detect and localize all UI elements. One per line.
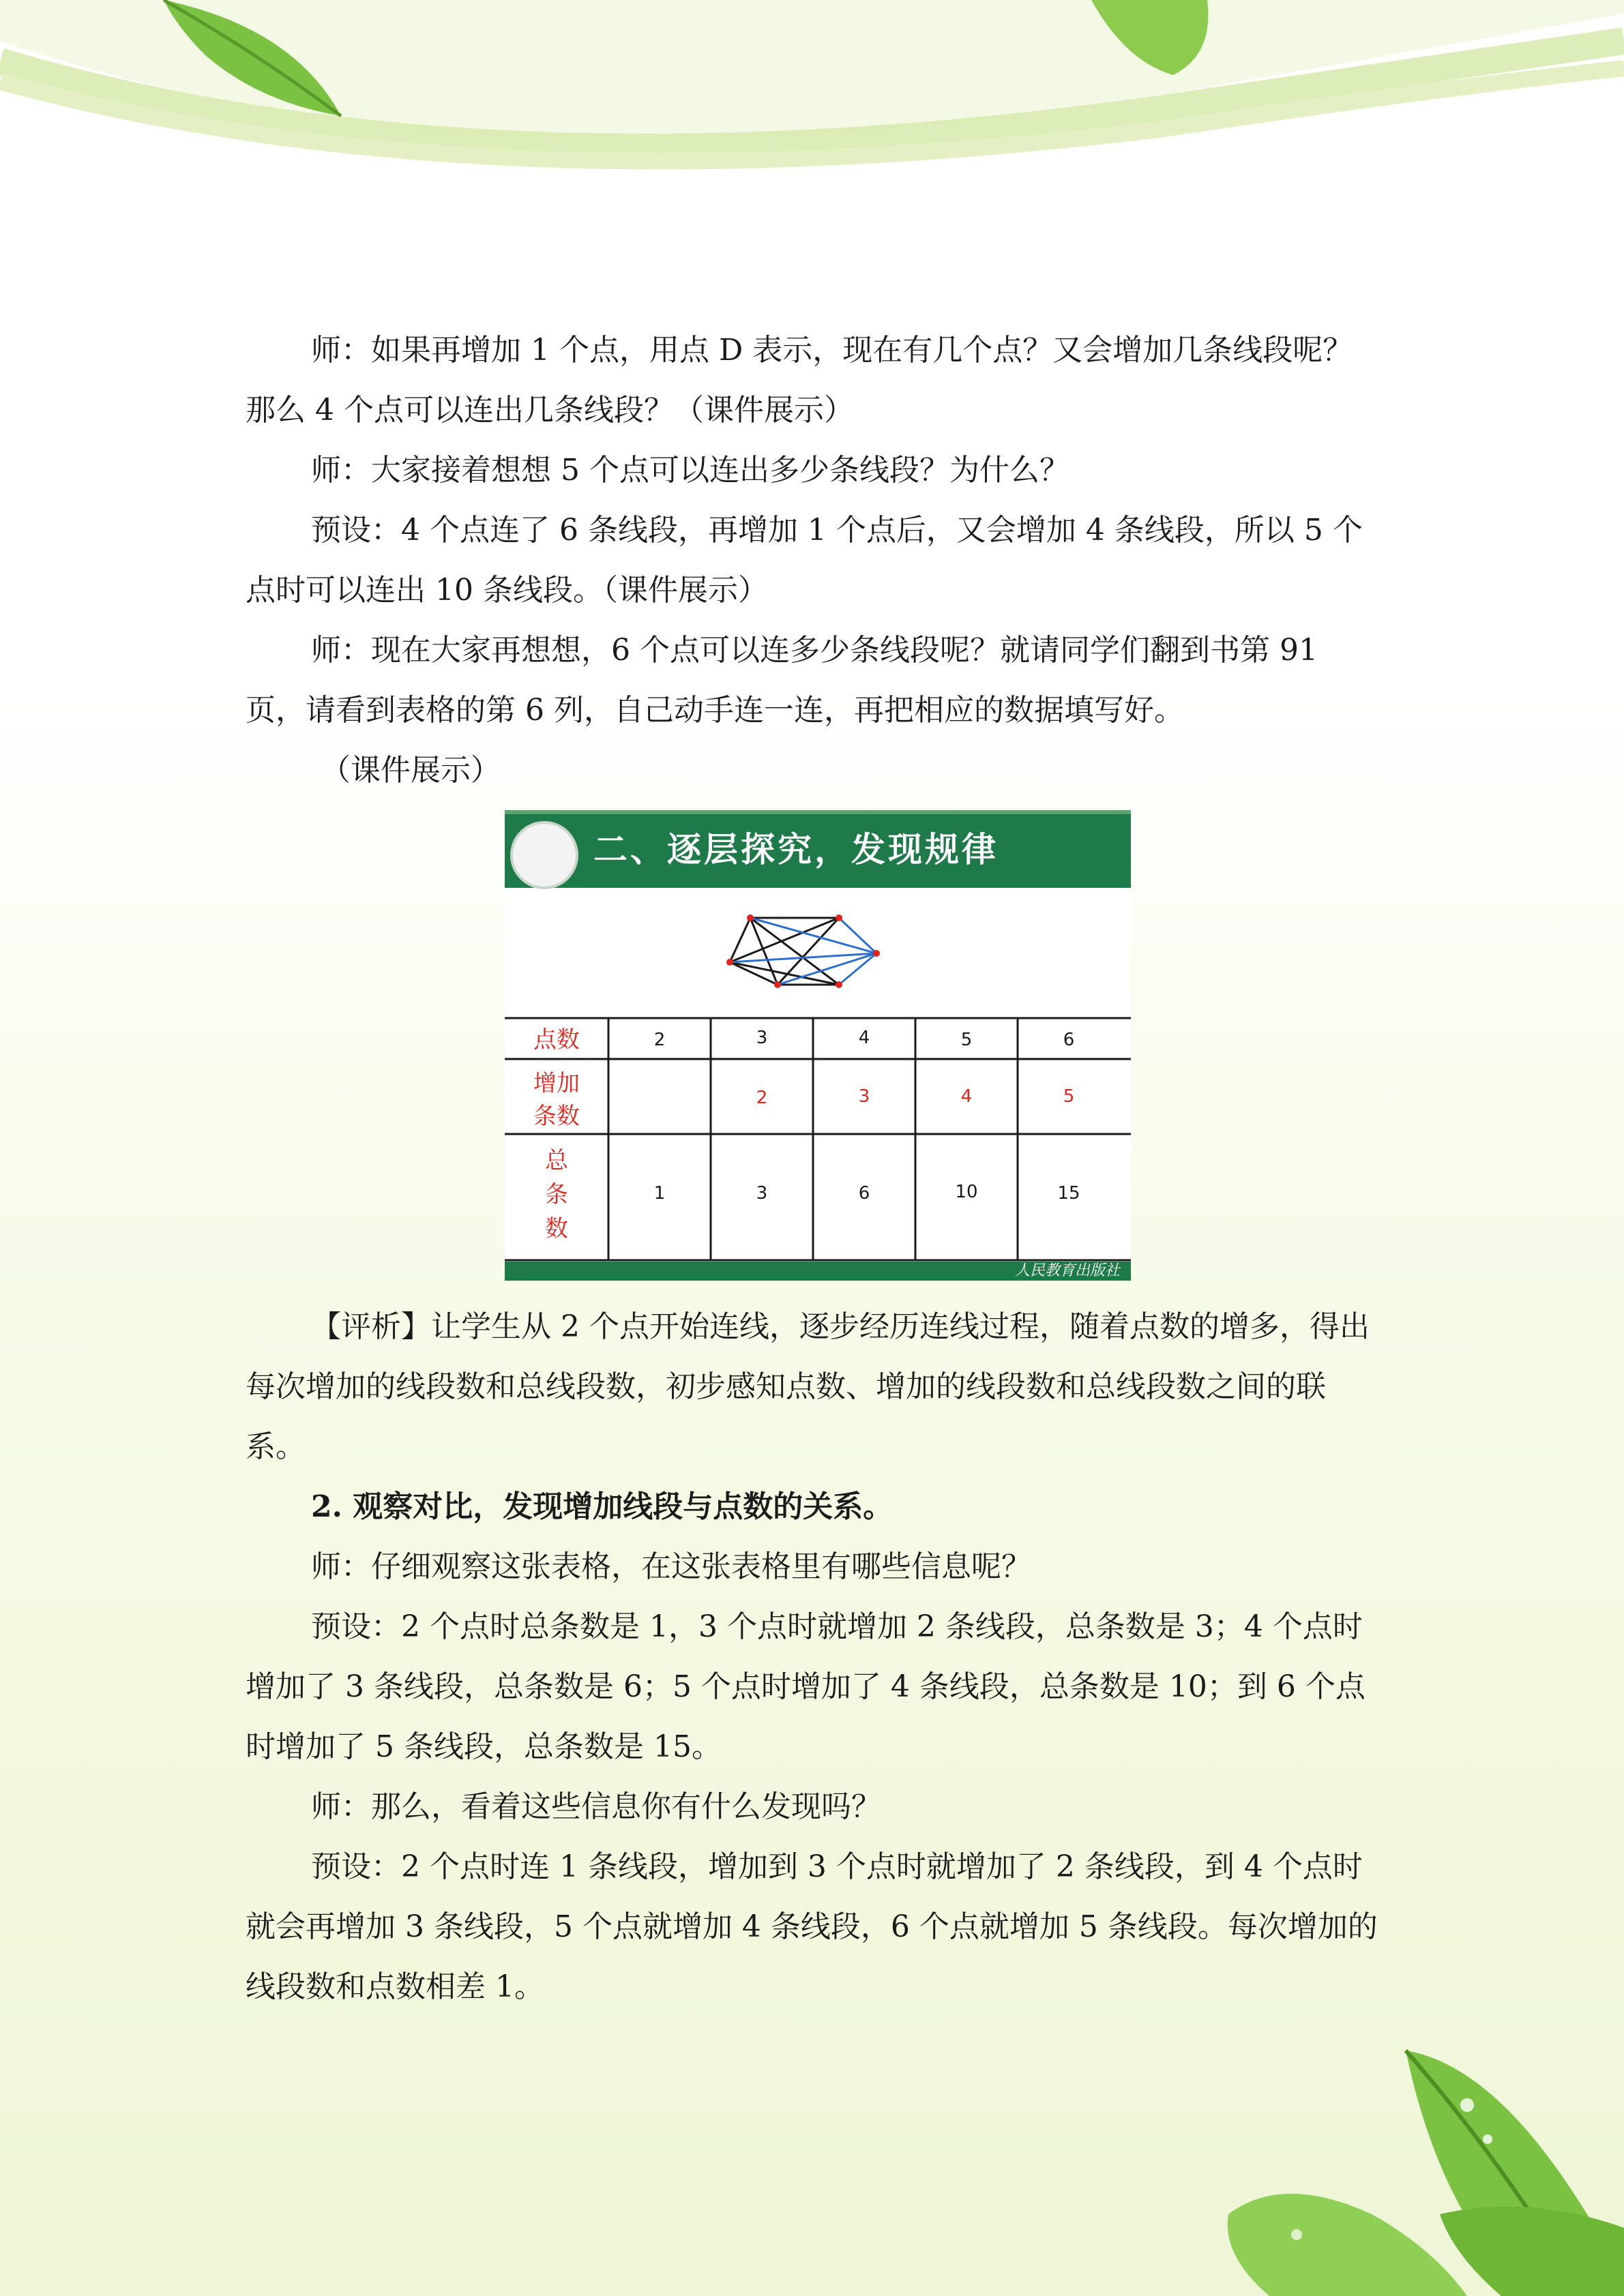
- paragraph-teacher-point-d: 师：如果再增加 1 个点，用点 D 表示，现在有几个点？又会增加几条线段呢？那么 4 个点可以连出几条线段？（课件展示）: [246, 333, 1353, 428]
- points-lines-table: [505, 1015, 1131, 1281]
- header-total-line1: 总: [545, 1147, 568, 1174]
- header-increase-line2: 条数: [533, 1103, 580, 1130]
- publisher-logo-text: 人民教育出版社: [1014, 1262, 1120, 1279]
- total-cell: 3: [756, 1183, 768, 1204]
- top-leaf-decoration: [0, 0, 1624, 205]
- courseware-label: （课件展示）: [321, 753, 501, 788]
- header-points: 点数: [533, 1026, 580, 1054]
- points-cell: 3: [756, 1028, 768, 1048]
- total-cell: 1: [653, 1183, 666, 1204]
- increase-cell: 4: [960, 1086, 973, 1107]
- paragraph-teacher-five-points: 师：大家接着想想 5 个点可以连出多少条线段？为什么？: [311, 453, 1069, 488]
- paragraph-teacher-observe: 师：仔细观察这张表格，在这张表格里有哪些信息呢？: [311, 1549, 1031, 1584]
- total-cell: 6: [858, 1183, 870, 1204]
- increase-cell: 3: [858, 1086, 870, 1107]
- bottom-leaf-decoration: [1147, 2010, 1624, 2296]
- increase-cell: 5: [1063, 1086, 1075, 1107]
- document-body: [246, 320, 1378, 2017]
- header-total-line3: 数: [545, 1215, 568, 1242]
- total-cell: 10: [955, 1182, 978, 1202]
- section-title: 2. 观察对比，发现增加线段与点数的关系。: [311, 1489, 894, 1524]
- total-cell: 15: [1057, 1183, 1080, 1204]
- slide-header: [505, 810, 1131, 888]
- slide-title: 二、逐层探究，发现规律: [593, 830, 999, 869]
- header-increase-line1: 增加: [533, 1070, 580, 1097]
- points-cell: 2: [653, 1030, 666, 1050]
- points-cell: 5: [960, 1030, 973, 1050]
- courseware-slide: [505, 810, 1131, 1281]
- paragraph-preset-five-points: 预设：4 个点连了 6 条线段，再增加 1 个点后，又会增加 4 条线段，所以 5 个点时可以连出 10 条线段。（课件展示）: [246, 513, 1363, 608]
- snowman-logo-icon: [510, 821, 578, 889]
- paragraph-teacher-six-points: 师：现在大家再想想，6 个点可以连多少条线段呢？就请同学们翻到书第 91 页，请看到表格的第 6 列，自己动手连一连，再把相应的数据填写好。: [246, 633, 1318, 728]
- header-total-line2: 条: [545, 1181, 568, 1208]
- paragraph-preset-conclusion: 预设：2 个点时连 1 条线段，增加到 3 个点时就增加了 2 条线段，到 4 个点时就会再增加 3 条线段，5 个点就增加 4 条线段，6 个点就增加 5 条线段。每次增加的线段数和点数相差 1。: [246, 1849, 1378, 2004]
- paragraph-preset-table-info: 预设：2 个点时总条数是 1，3 个点时就增加 2 条线段，总条数是 3；4 个点时增加了 3 条线段，总条数是 6；5 个点时增加了 4 条线段，总条数是 10；到 6 个点时增加了 5 条线段，总条数是 15。: [246, 1609, 1365, 1764]
- increase-cell: 2: [756, 1088, 768, 1108]
- points-cell: 4: [858, 1028, 870, 1048]
- paragraph-teacher-discovery: 师：那么，看着这些信息你有什么发现吗？: [311, 1789, 881, 1824]
- points-cell: 6: [1063, 1030, 1075, 1050]
- paragraph-analysis: 【评析】让学生从 2 个点开始连线，逐步经历连线过程，随着点数的增多，得出每次增加的线段数和总线段数，初步感知点数、增加的线段数和总线段数之间的联系。: [246, 1309, 1370, 1464]
- hexagon-graph-diagram: [726, 911, 883, 993]
